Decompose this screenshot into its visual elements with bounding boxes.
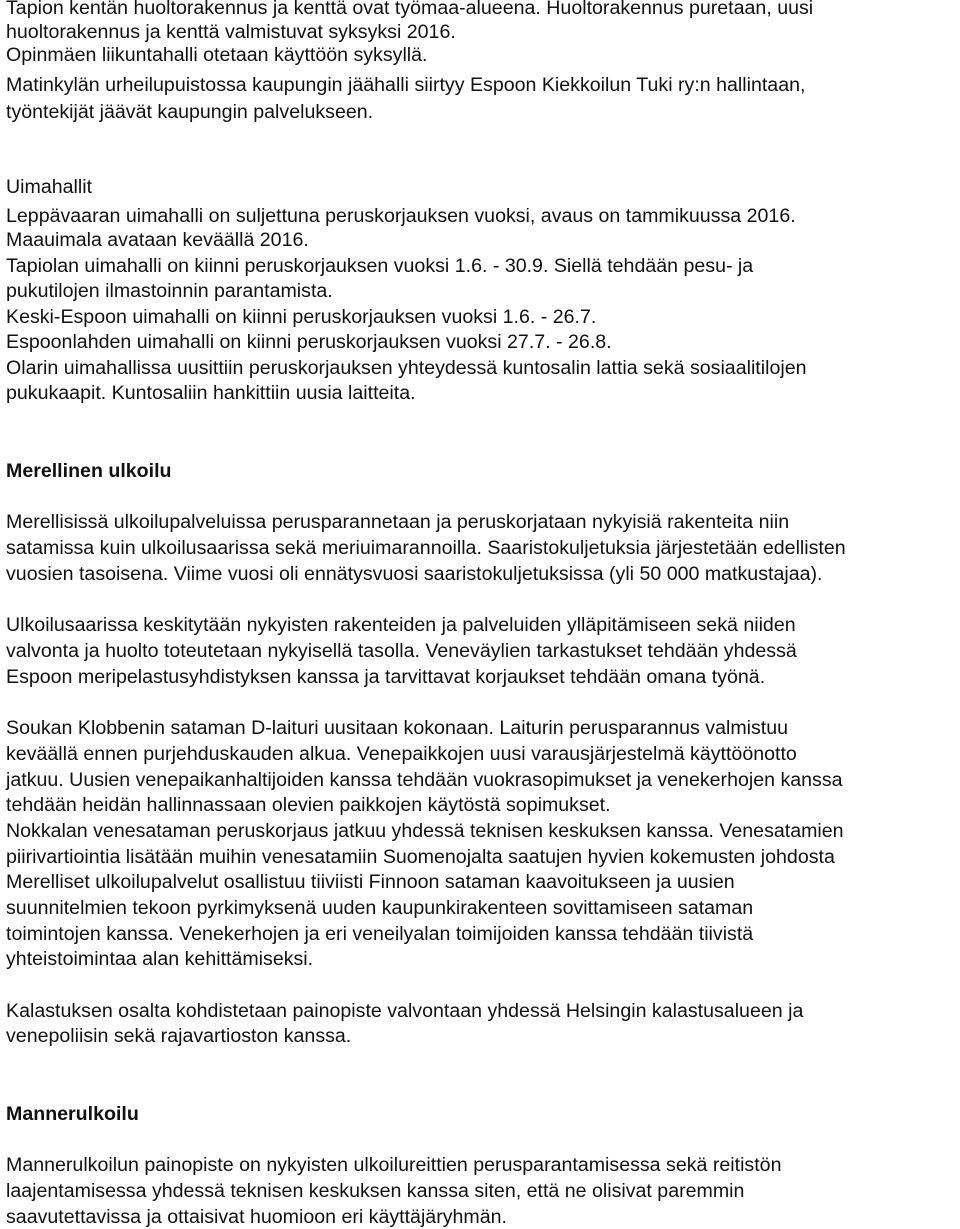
- merellinen-p4-line: Kalastuksen osalta kohdistetaan painopiste valvontaan yhdessä Helsingin kalastusalueen ja: [6, 1000, 804, 1022]
- merellinen-p3-line: jatkuu. Uusien venepaikanhaltijoiden kanssa tehdään vuokrasopimukset ja venekerhojen kanssa: [6, 769, 843, 791]
- merellinen-p3-line: keväällä ennen purjehduskauden alkua. Venepaikkojen uusi varausjärjestelmä käyttöönotto: [6, 743, 797, 765]
- section-title-uimahallit: Uimahallit: [6, 176, 93, 198]
- uimahallit-line: Olarin uimahallissa uusittiin peruskorjauksen yhteydessä kuntosalin lattia sekä sosiaalitilojen: [6, 357, 807, 379]
- uimahallit-line: pukukaapit. Kuntosaliin hankittiin uusia laitteita.: [6, 382, 416, 404]
- section-heading-mannerulkoilu: Mannerulkoilu: [6, 1103, 139, 1125]
- uimahallit-line: pukutilojen ilmastoinnin parantamista.: [6, 280, 333, 302]
- intro-line: Tapion kentän huoltorakennus ja kenttä ovat työmaa-alueena. Huoltorakennus puretaan, uusi: [6, 0, 814, 19]
- mannerulkoilu-p1-line: saavutettavissa ja ottaisivat huomioon eri käyttäjäryhmän.: [6, 1206, 507, 1228]
- merellinen-p3-line: toimintojen kanssa. Venekerhojen ja eri veneilyalan toimijoiden kanssa tehdään tiivistä: [6, 923, 754, 945]
- mannerulkoilu-p1-line: laajentamisessa yhdessä teknisen keskuksen kanssa siten, että ne olisivat paremmin: [6, 1180, 745, 1202]
- uimahallit-line: Tapiolan uimahalli on kiinni peruskorjauksen vuoksi 1.6. - 30.9. Siellä tehdään pesu- ja: [6, 255, 754, 277]
- merellinen-p3-line: Nokkalan venesataman peruskorjaus jatkuu yhdessä teknisen keskuksen kanssa. Venesatamien: [6, 820, 844, 842]
- uimahallit-line: Espoonlahden uimahalli on kiinni peruskorjauksen vuoksi 27.7. - 26.8.: [6, 331, 612, 353]
- uimahallit-line: Leppävaaran uimahalli on suljettuna peruskorjauksen vuoksi, avaus on tammikuussa 2016.: [6, 205, 796, 227]
- intro-line: Opinmäen liikuntahalli otetaan käyttöön syksyllä.: [6, 44, 428, 66]
- uimahallit-line: Keski-Espoon uimahalli on kiinni peruskorjauksen vuoksi 1.6. - 26.7.: [6, 306, 597, 328]
- merellinen-p3-line: tehdään heidän hallinnassaan olevien paikkojen käytöstä sopimukset.: [6, 794, 611, 816]
- merellinen-p3-line: Merelliset ulkoilupalvelut osallistuu tiiviisti Finnoon sataman kaavoitukseen ja uusien: [6, 871, 735, 893]
- mannerulkoilu-p1-line: Mannerulkoilun painopiste on nykyisten ulkoilureittien perusparantamisessa sekä reitistön: [6, 1154, 782, 1176]
- merellinen-p1-line: Merellisissä ulkoilupalveluissa perusparannetaan ja peruskorjataan nykyisiä rakenteita niin: [6, 511, 790, 533]
- merellinen-p1-line: satamissa kuin ulkoilusaarissa sekä meriuimarannoilla. Saaristokuljetuksia järjestetään edellisten: [6, 537, 846, 559]
- merellinen-p2-line: Espoon meripelastusyhdistyksen kanssa ja tarvittavat korjaukset tehdään omana työnä.: [6, 666, 766, 688]
- merellinen-p3-line: yhteistoimintaa alan kehittämiseksi.: [6, 948, 314, 970]
- uimahallit-line: Maauimala avataan keväällä 2016.: [6, 229, 309, 251]
- intro-line: työntekijät jäävät kaupungin palvelukseen.: [6, 101, 374, 123]
- intro-line: huoltorakennus ja kenttä valmistuvat syksyksi 2016.: [6, 21, 456, 43]
- merellinen-p1-line: vuosien tasoisena. Viime vuosi oli ennätysvuosi saaristokuljetuksissa (yli 50 000 matkustajaa).: [6, 563, 823, 585]
- intro-line: Matinkylän urheilupuistossa kaupungin jäähalli siirtyy Espoon Kiekkoilun Tuki ry:n hallintaan,: [6, 74, 806, 96]
- merellinen-p3-line: piirivartiointia lisätään muihin venesatamiin Suomenojalta saatujen hyvien kokemusten johdosta: [6, 846, 835, 868]
- merellinen-p2-line: valvonta ja huolto toteutetaan nykyisellä tasolla. Veneväylien tarkastukset tehdään yhdessä: [6, 640, 797, 662]
- merellinen-p3-line: Soukan Klobbenin sataman D-laituri uusitaan kokonaan. Laiturin perusparannus valmistuu: [6, 717, 789, 739]
- merellinen-p3-line: suunnitelmien tekoon pyrkimyksenä uuden kaupunkirakenteen sovittamiseen sataman: [6, 897, 754, 919]
- merellinen-p2-line: Ulkoilusaarissa keskitytään nykyisten rakenteiden ja palveluiden ylläpitämiseen sekä niiden: [6, 614, 796, 636]
- section-heading-merellinen-ulkoilu: Merellinen ulkoilu: [6, 460, 172, 482]
- merellinen-p4-line: venepoliisin sekä rajavartioston kanssa.: [6, 1025, 352, 1047]
